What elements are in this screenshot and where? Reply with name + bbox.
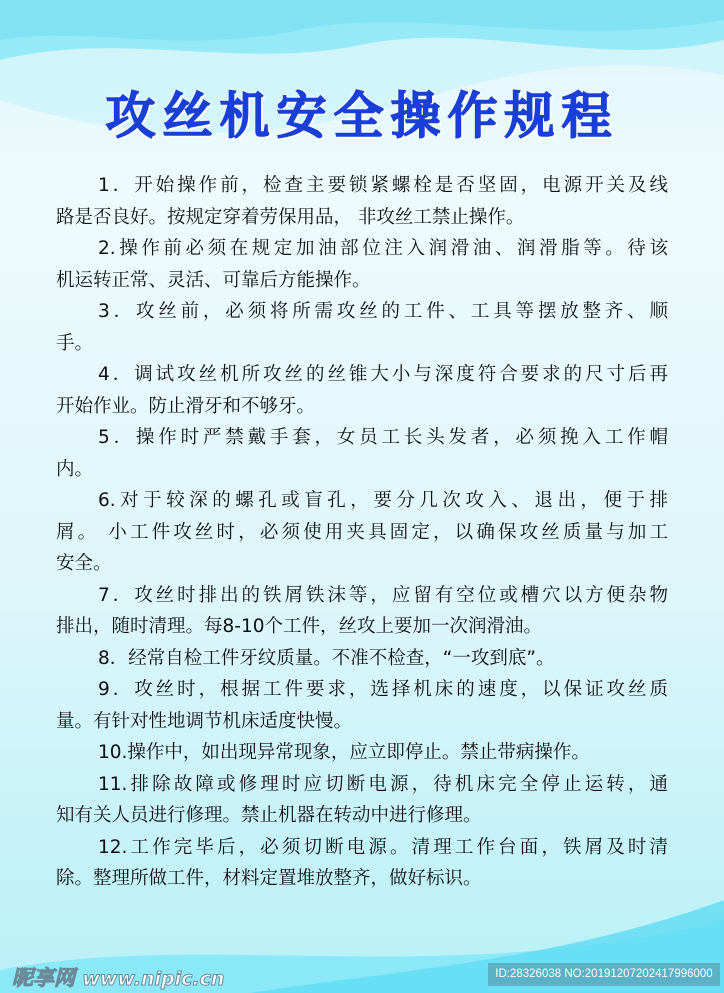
rule-item	[56, 170, 668, 233]
rule-item	[56, 674, 668, 737]
rule-line: 6.对于较深的螺孔或盲孔，要分几次攻入、退出，便于排	[98, 490, 668, 511]
rule-item	[56, 769, 668, 832]
rule-item	[56, 359, 668, 422]
rule-line: 屑。 小工件攻丝时，必须使用夹具固定，以确保攻丝质量与加工	[56, 521, 668, 543]
rule-line: 11.排除故障或修理时应切断电源，待机床完全停止运转，通	[98, 773, 668, 795]
rule-item	[56, 737, 668, 769]
rule-line: 除。整理所做工件，材料定置堆放整齐，做好标识。	[56, 868, 482, 889]
rule-item	[56, 422, 668, 485]
rule-line: 路是否良好。按规定穿着劳保用品， 非攻丝工禁止操作。	[56, 206, 525, 228]
rules-list	[56, 170, 668, 895]
page-title: 攻丝机安全操作规程	[105, 87, 619, 145]
rule-line: 8．经常自检工件牙纹质量。不准不检查，“一攻到底”。	[98, 647, 555, 669]
rule-line: 内。	[56, 458, 94, 480]
rule-line: 12.工作完毕后，必须切断电源。清理工作台面，铁屑及时清	[98, 836, 668, 858]
rule-line: 7．攻丝时排出的铁屑铁沫等，应留有空位或槽穴以方便杂物	[98, 584, 668, 606]
rule-item	[56, 643, 668, 675]
rule-line: 排出，随时清理。每8-10个工件，丝攻上要加一次润滑油。	[56, 616, 542, 637]
rule-line: 5．操作时严禁戴手套，女员工长头发者，必须挽入工作帽	[98, 427, 668, 448]
rule-line: 2.操作前必须在规定加油部位注入润滑油、润滑脂等。待该	[98, 238, 668, 259]
rule-item	[56, 485, 668, 580]
rule-item	[56, 580, 668, 643]
rule-item	[56, 296, 668, 359]
rule-item	[56, 233, 668, 296]
rule-line: 10.操作中，如出现异常现象，应立即停止。禁止带病操作。	[98, 742, 590, 763]
rule-line: 9．攻丝时，根据工件要求，选择机床的速度，以保证攻丝质	[98, 679, 668, 700]
rule-item	[56, 832, 668, 895]
rule-line: 知有关人员进行修理。禁止机器在转动中进行修理。	[56, 805, 482, 826]
rule-line: 机运转正常、灵活、可靠后方能操作。	[56, 269, 371, 291]
rule-line: 1．开始操作前，检查主要锁紧螺栓是否坚固，电源开关及线	[98, 175, 668, 196]
rule-line: 开始作业。防止滑牙和不够牙。	[56, 395, 316, 417]
watermark-logo: 昵享网 www.nipic.cn	[12, 966, 225, 990]
rule-line: 安全。	[56, 553, 112, 574]
rule-line: 手。	[56, 332, 94, 354]
rule-line: 3．攻丝前，必须将所需攻丝的工件、工具等摆放整齐、顺	[98, 301, 668, 322]
rule-line: 4．调试攻丝机所攻丝的丝锥大小与深度符合要求的尺寸后再	[98, 364, 668, 385]
rule-line: 量。有针对性地调节机床适度快慢。	[56, 710, 353, 732]
watermark-id: ID:28326038 NO:20191207202417996000	[488, 963, 720, 986]
